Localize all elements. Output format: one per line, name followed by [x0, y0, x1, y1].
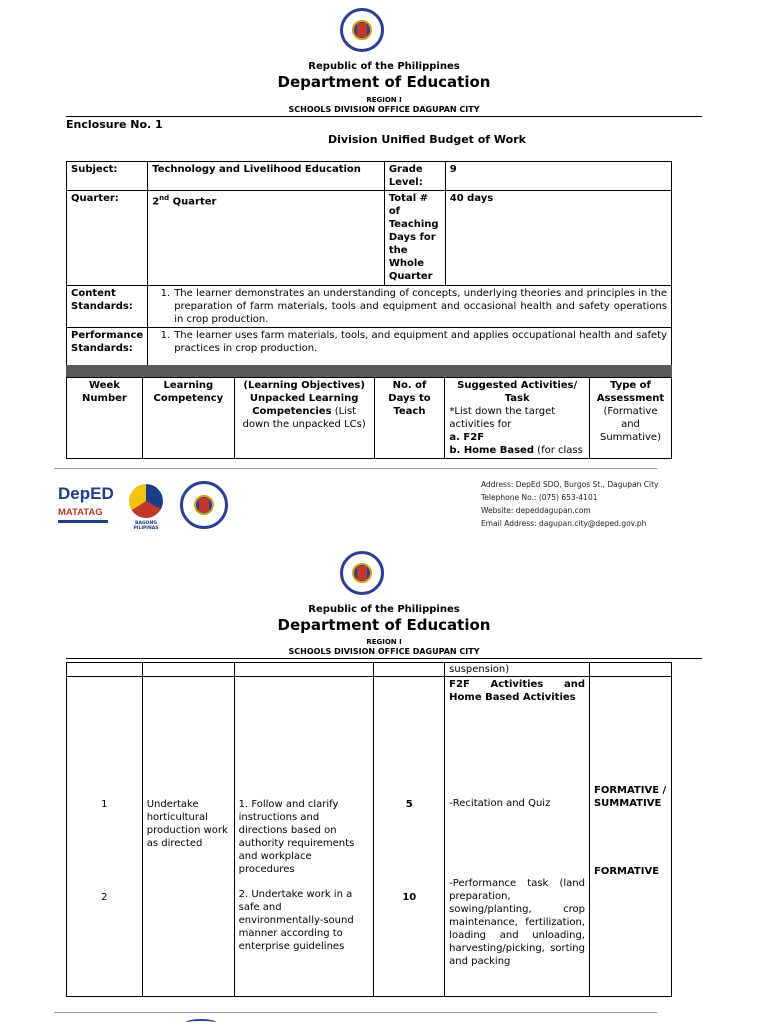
- objective-2-text: 2. Undertake work in a safe and environmentally-sound manner according to enterprise guidelines: [238, 889, 354, 952]
- footer-email: Email Address: dagupan.city@deped.gov.ph: [481, 519, 647, 528]
- column-activities: Suggested Activities/ Task *List down the target activities for a. F2F b. Home Based (for class: [445, 378, 590, 459]
- week-column-cell: [67, 677, 143, 997]
- budget-header-table: [66, 377, 672, 459]
- footer-divider: [54, 468, 657, 469]
- week-1-number: 1: [101, 799, 108, 810]
- activities-heading: F2F Activities and Home Based Activities: [449, 679, 585, 703]
- info-table: [66, 161, 672, 368]
- enclosure-label: Enclosure No. 1: [66, 118, 163, 131]
- header-divider: [66, 658, 702, 659]
- grade-label: Grade Level:: [384, 162, 445, 191]
- content-standards-label: Content Standards:: [67, 286, 148, 328]
- week-2-number: 2: [101, 892, 108, 903]
- footer-divider: [54, 1012, 657, 1013]
- section-separator-bar: [66, 365, 672, 377]
- subject-value: Technology and Livelihood Education: [148, 162, 385, 191]
- days-column-cell: [374, 677, 445, 997]
- activity-2-text: -Performance task (land preparation, sowing/planting, crop maintenance, fertilization, loading and unloading, harvesting/picking, sorting and packing: [449, 878, 585, 967]
- republic-text: Republic of the Philippines: [308, 61, 460, 72]
- days-1-value: 5: [405, 799, 413, 810]
- objective-1-text: 1. Follow and clarify instructions and directions based on authority requirements and workplace procedures: [238, 799, 355, 875]
- assessment-2-text: FORMATIVE: [593, 866, 660, 877]
- column-week-number: Week Number: [67, 378, 143, 459]
- office-text: SCHOOLS DIVISION OFFICE DAGUPAN CITY: [288, 105, 480, 114]
- assessment-1-text: FORMATIVE /SUMMATIVE: [593, 785, 667, 809]
- footer-address: Address: DepEd SDO, Burgos St., Dagupan City: [481, 480, 659, 489]
- subject-label: Subject:: [67, 162, 148, 191]
- column-assessment: Type of Assessment (Formative and Summative): [589, 378, 671, 459]
- quarter-value: 2nd Quarter: [148, 191, 385, 286]
- footer-contact: [481, 478, 658, 530]
- republic-text: Republic of the Philippines: [308, 604, 460, 615]
- grade-value: 9: [445, 162, 671, 191]
- competency-column-cell: [142, 677, 234, 997]
- teaching-days-label: Total # of Teaching Days for the Whole Quarter: [384, 191, 445, 286]
- teaching-days-value: 40 days: [445, 191, 671, 286]
- performance-standards-label: Performance Standards:: [67, 328, 148, 368]
- deped-seal-icon: [340, 551, 384, 595]
- content-standards-cell: 1. The learner demonstrates an understanding of concepts, underlying theories and principles in the preparation of farm materials, tools and equipment and occasional health and safety operations in crop production.: [148, 286, 672, 328]
- header-divider: [66, 116, 702, 117]
- division-seal-icon: [180, 481, 228, 529]
- department-title: Department of Education: [277, 73, 491, 91]
- content-standards-text: The learner demonstrates an understanding of concepts, underlying theories and principles in the preparation of farm materials, tools and equipment and occasional health and safety operations in crop production.: [174, 288, 667, 325]
- document-title: Division Unified Budget of Work: [328, 133, 526, 146]
- division-seal-icon: [186, 1019, 216, 1026]
- department-title: Department of Education: [277, 616, 491, 634]
- activity-1-text: -Recitation and Quiz: [449, 798, 551, 809]
- performance-standards-text: The learner uses farm materials, tools, and equipment and applies occupational health and safety practices in crop production.: [174, 330, 667, 354]
- bagong-pilipinas-logo: BAGONG PILIPINAS: [122, 484, 170, 530]
- continued-text: suspension): [445, 663, 590, 677]
- column-days: No. of Days to Teach: [374, 378, 445, 459]
- activities-column-cell: [445, 677, 590, 997]
- footer-website: Website: depeddagupan.com: [481, 506, 591, 515]
- performance-standards-cell: 1. The learner uses farm materials, tools, and equipment and applies occupational health and safety practices in crop production.: [148, 328, 672, 368]
- office-text: SCHOOLS DIVISION OFFICE DAGUPAN CITY: [288, 647, 480, 656]
- region-text: REGION I: [366, 638, 402, 646]
- competency-text: Undertake horticultural production work as directed: [146, 799, 228, 849]
- budget-table-continued: [66, 662, 672, 997]
- column-objectives: (Learning Objectives) Unpacked Learning Competencies (List down the unpacked LCs): [234, 378, 374, 459]
- assessment-column-cell: [589, 677, 671, 997]
- deped-matatag-logo: DepED MATATAG: [58, 484, 112, 532]
- deped-seal-icon: [340, 8, 384, 52]
- days-2-value: 10: [402, 892, 417, 903]
- footer-telephone: Telephone No.: (075) 653-4101: [481, 493, 598, 502]
- objectives-column-cell: [234, 677, 374, 997]
- column-learning-competency: Learning Competency: [142, 378, 234, 459]
- quarter-label: Quarter:: [67, 191, 148, 286]
- region-text: REGION I: [366, 96, 402, 104]
